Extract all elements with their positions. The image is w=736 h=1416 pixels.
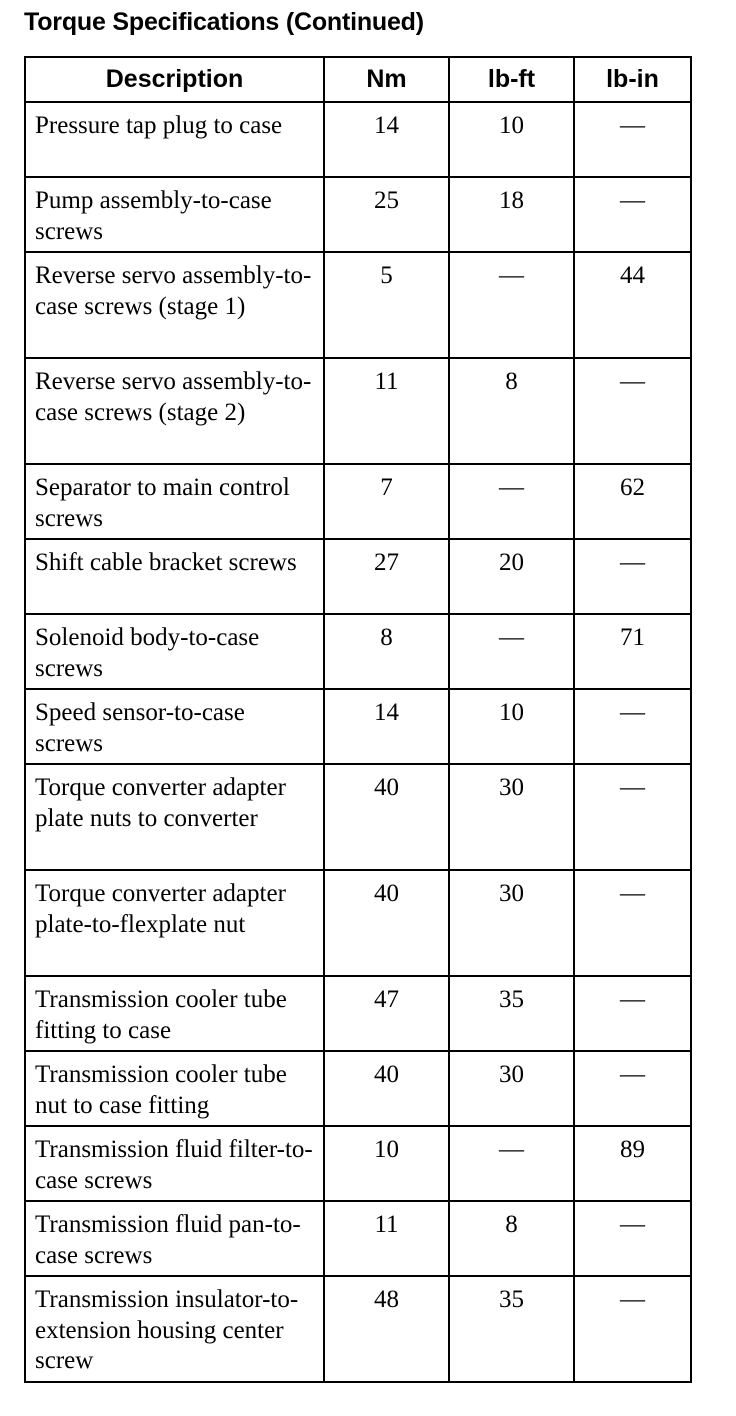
cell-description: Torque converter adapter plate nuts to converter [25, 764, 324, 870]
cell-nm: 27 [324, 539, 449, 614]
cell-description: Reverse servo assembly-to-case screws (stage 1) [25, 252, 324, 358]
cell-description: Speed sensor-to-case screws [25, 689, 324, 764]
cell-lbin: — [574, 177, 691, 252]
page-title: Torque Specifications (Continued) [24, 8, 424, 36]
cell-description: Pump assembly-to-case screws [25, 177, 324, 252]
cell-lbin: 71 [574, 614, 691, 689]
column-header-description: Description [25, 57, 324, 102]
table-row [25, 177, 691, 252]
cell-description: Torque converter adapter plate-to-flexplate nut [25, 870, 324, 976]
cell-nm: 5 [324, 252, 449, 358]
cell-lbft: — [449, 614, 574, 689]
table-row [25, 976, 691, 1051]
cell-nm: 10 [324, 1126, 449, 1201]
table-row [25, 102, 691, 177]
cell-lbft: 8 [449, 358, 574, 464]
table-row [25, 358, 691, 464]
cell-lbft: 35 [449, 1276, 574, 1382]
cell-lbin: — [574, 1276, 691, 1382]
cell-nm: 47 [324, 976, 449, 1051]
cell-lbft: 20 [449, 539, 574, 614]
cell-lbin: — [574, 102, 691, 177]
cell-nm: 25 [324, 177, 449, 252]
cell-description: Reverse servo assembly-to-case screws (stage 2) [25, 358, 324, 464]
table-row [25, 870, 691, 976]
cell-nm: 40 [324, 764, 449, 870]
column-header-lbft: lb-ft [449, 57, 574, 102]
table-row [25, 689, 691, 764]
cell-description: Transmission fluid pan-to-case screws [25, 1201, 324, 1276]
cell-nm: 8 [324, 614, 449, 689]
cell-description: Shift cable bracket screws [25, 539, 324, 614]
cell-lbin: — [574, 539, 691, 614]
cell-lbft: 30 [449, 764, 574, 870]
table-row [25, 1126, 691, 1201]
cell-lbft: 10 [449, 689, 574, 764]
cell-nm: 48 [324, 1276, 449, 1382]
cell-description: Transmission insulator-to-extension housing center screw [25, 1276, 324, 1382]
table-row [25, 464, 691, 539]
cell-lbin: 44 [574, 252, 691, 358]
cell-lbft: 30 [449, 870, 574, 976]
cell-lbin: 62 [574, 464, 691, 539]
cell-description: Transmission fluid filter-to-case screws [25, 1126, 324, 1201]
cell-lbft: — [449, 252, 574, 358]
cell-nm: 7 [324, 464, 449, 539]
cell-lbin: — [574, 870, 691, 976]
cell-description: Pressure tap plug to case [25, 102, 324, 177]
cell-lbft: 18 [449, 177, 574, 252]
cell-nm: 11 [324, 358, 449, 464]
cell-lbft: 8 [449, 1201, 574, 1276]
cell-lbin: — [574, 689, 691, 764]
table-row [25, 1201, 691, 1276]
cell-lbin: — [574, 976, 691, 1051]
cell-nm: 14 [324, 102, 449, 177]
cell-nm: 40 [324, 870, 449, 976]
cell-lbin: — [574, 1051, 691, 1126]
table-row [25, 252, 691, 358]
cell-nm: 11 [324, 1201, 449, 1276]
table-row [25, 764, 691, 870]
table-row [25, 1276, 691, 1382]
cell-lbin: — [574, 1201, 691, 1276]
cell-description: Solenoid body-to-case screws [25, 614, 324, 689]
cell-lbft: 30 [449, 1051, 574, 1126]
cell-nm: 14 [324, 689, 449, 764]
cell-lbft: 10 [449, 102, 574, 177]
cell-description: Separator to main control screws [25, 464, 324, 539]
table-row [25, 539, 691, 614]
cell-lbin: 89 [574, 1126, 691, 1201]
column-header-lbin: lb-in [574, 57, 691, 102]
cell-description: Transmission cooler tube fitting to case [25, 976, 324, 1051]
cell-lbin: — [574, 764, 691, 870]
table-header-row [25, 57, 691, 102]
table-row [25, 614, 691, 689]
torque-spec-table [24, 56, 692, 1383]
cell-lbft: — [449, 1126, 574, 1201]
table-row [25, 1051, 691, 1126]
cell-lbin: — [574, 358, 691, 464]
column-header-nm: Nm [324, 57, 449, 102]
cell-nm: 40 [324, 1051, 449, 1126]
cell-description: Transmission cooler tube nut to case fitting [25, 1051, 324, 1126]
cell-lbft: — [449, 464, 574, 539]
cell-lbft: 35 [449, 976, 574, 1051]
